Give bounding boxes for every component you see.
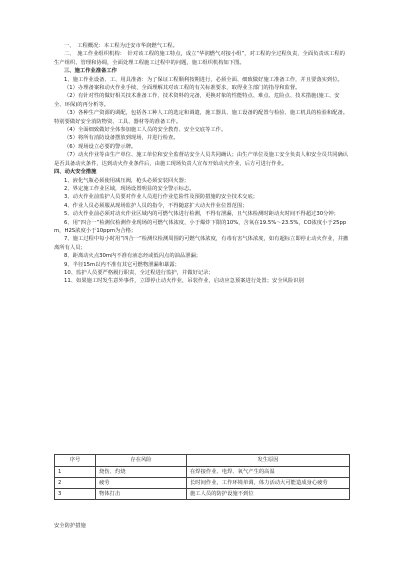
paragraph: （2）有针对性的做好相关技术准备工作，技术资料的完备，更换对象的性能特点、难点、危险点、技术措施(施工、安全、环保)的再分析等。 bbox=[54, 93, 340, 108]
risk-no: 2 bbox=[55, 478, 96, 489]
paragraph: 2、界定施工作业区域，现场设置明显的安全警示标志。 bbox=[64, 185, 195, 192]
paragraph: （1）办理备案和动火作业手续，全面理解其对该工程的有关标准要求，取得业主部门的指导和监督。 bbox=[64, 85, 301, 92]
paragraph: 8、距离动火点30m内不准有液态烃或低闪点的油品泄漏； bbox=[64, 253, 202, 260]
paragraph: 1、施工作业设备、工、用具准备：为了保证工程顺利按期进行，必须全面、细致做好施工准备工作，并且要落实到位。 bbox=[64, 76, 343, 83]
risk-table bbox=[54, 454, 350, 500]
risk-table-header-cause: 发生原因 bbox=[187, 455, 350, 467]
risk-cause: 长时间作业，工作环境单调，体力活动大可能造成身心疲劳 bbox=[187, 478, 350, 489]
paragraph: 4、作业人员必须服从现场监护人员的指令，不得随意扩大动火作业位置范围； bbox=[64, 202, 248, 209]
paragraph: 5、动火作业前必须对动火作业区域内的可燃气体进行检测，不得有泄漏，且气体检测时距动火时间不得超过30分钟； bbox=[64, 211, 339, 218]
paragraph: 6、用“四合一”检测仪检测作业现场的可燃气体浓度，小于爆炸下限的10%，含氧在19.5%～23.5%，CO浓度小于25ppm，H2S浓度小于10ppm为合格； bbox=[54, 219, 347, 234]
risk-name: 烧伤、灼烧 bbox=[96, 467, 187, 478]
paragraph: 一、 工程概况：本工程为迁安市华润燃气工程。 bbox=[64, 43, 178, 49]
risk-cause: 在焊接作业、电焊、氧气产生的高温 bbox=[187, 467, 350, 478]
paragraph: （7）动火作业等由生产单位、施工单位和安全监督站安全人员共同确认；由生产单位及施工安全负责人和安全员共同确认是否具备动火条件，达到动火作业条件后，由施工现场负责人宣布开始动火作业，后方可进行作业。 bbox=[54, 152, 349, 167]
paragraph: （6）现场设立必要的警示牌。 bbox=[64, 143, 137, 150]
section-heading-protection: 安全防护措施 bbox=[54, 523, 86, 529]
section-heading: 三、施工作业准备工作 bbox=[64, 68, 117, 75]
risk-no: 3 bbox=[55, 489, 96, 500]
document-body bbox=[54, 42, 350, 286]
paragraph: 9、半径15m以内不准有其它可燃物泄漏和暴露； bbox=[64, 261, 180, 268]
table-row bbox=[55, 478, 350, 489]
paragraph: 10、监护人员要严格履行职责，全过程进行监护，并做好记录； bbox=[64, 269, 214, 276]
risk-table-header-no: 序号 bbox=[55, 455, 96, 467]
risk-name: 疲劳 bbox=[96, 478, 187, 489]
paragraph: 二、 施工作业组织机构： 针对该工程的施工特点，成立“华润燃气对接小组”，对工程的全过程负责，全面负责该工程的生产组织、管理和协调，全面处理工程施工过程中的问题，施工组织机构如下图。 bbox=[54, 51, 345, 66]
risk-cause: 施工人员的防护设施不到位 bbox=[187, 489, 350, 500]
paragraph: （3）各种生产资源的调配，包括各工种人工的选定和调遣，施工器具、施工设备的配置与检验、施工机具的检验和配备。特别要做好安全消防物资、工具、器材等的准备工作。 bbox=[54, 110, 349, 125]
section-heading: 四、动火安全措施 bbox=[54, 169, 97, 176]
risk-no: 1 bbox=[55, 467, 96, 478]
table-row bbox=[55, 489, 350, 500]
paragraph: 11、如果施工时发生意外事件，立即停止动火作业，吊装作业，启动应急预案进行处置；安全风险识别 bbox=[64, 278, 304, 285]
paragraph: 7、施工过程中每小时用“四合一”检测仪检测周围的可燃气体浓度，有毒有害气体浓度，如有超标立即停止动火作业，并撤离所有人员； bbox=[54, 236, 349, 251]
paragraph: 3、动火作业前监护人员要对作业人员进行作业危险性及预防措施的安全技术交底； bbox=[64, 194, 259, 201]
risk-name: 物体打击 bbox=[96, 489, 187, 500]
paragraph: （4）全面细致做好全体参加施工人员的安全教育、安全交底等工作。 bbox=[64, 127, 227, 134]
paragraph: （5）将所有消防设备摆放到现场，并进行检查。 bbox=[64, 135, 179, 142]
risk-table-header-row bbox=[55, 455, 350, 467]
risk-table-header-risk: 存在风险 bbox=[96, 455, 187, 467]
table-row bbox=[55, 467, 350, 478]
paragraph: 1、液化气瓶必须使用减压阀，枪头必须安装回火器； bbox=[64, 177, 190, 184]
